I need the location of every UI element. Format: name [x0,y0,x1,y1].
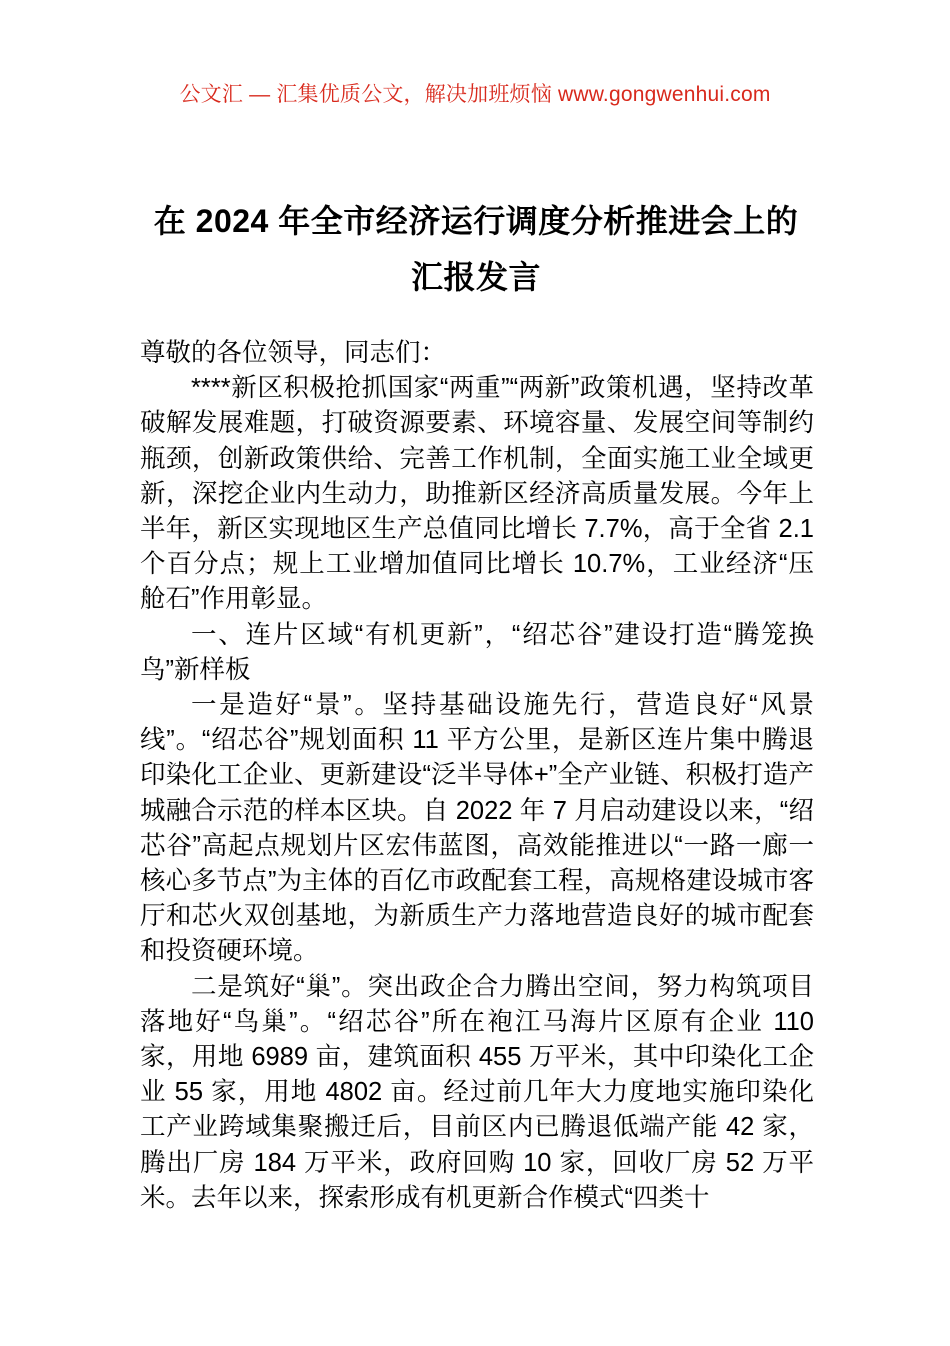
page-title: 在 2024 年全市经济运行调度分析推进会上的汇报发言 [153,203,799,296]
site-watermark: 公文汇 — 汇集优质公文，解决加班烦恼 www.gongwenhui.com [179,83,771,106]
section-heading-one: 一、连片区域“有机更新”，“绍芯谷”建设打造“腾笼换鸟”新样板 [140,620,814,684]
paragraph-point-two: 二是筑好“巢”。突出政企合力腾出空间，努力构筑项目落地好“鸟巢”。“绍芯谷”所在袍江马海片区原有企业 110 家，用地 6989 亩，建筑面积 455 万平米，其中印染化工企业 55 家，用地 4802 亩。经过前几年大力度地实施印染化工产业跨域集聚搬迁后，目前区内已腾退低端产能 42 家，腾出厂房 184 万平米，政府回购 10 家，回收厂房 52 万平米。去年以来，探索形成有机更新合作模式“四类十 [140,972,814,1212]
salutation-line: 尊敬的各位领导，同志们： [140,339,447,367]
document-body [140,336,814,1346]
paragraph-opening: ****新区积极抢抓国家“两重”“两新”政策机遇，坚持改革破解发展难题，打破资源要素、环境容量、发展空间等制约瓶颈，创新政策供给、完善工作机制，全面实施工业全域更新，深挖企业内生动力，助推新区经济高质量发展。今年上半年，新区实现地区生产总值同比增长 7.7%，高于全省 2.1 个百分点；规上工业增加值同比增长 10.7%，工业经济“压舱石”作用彰显。 [140,374,814,614]
paragraph-point-one: 一是造好“景”。坚持基础设施先行，营造良好“风景线”。“绍芯谷”规划面积 11 平方公里，是新区连片集中腾退印染化工企业、更新建设“泛半导体+”全产业链、积极打造产城融合示范的样本区块。自 2022 年 7 月启动建设以来，“绍芯谷”高起点规划片区宏伟蓝图，高效能推进以“一路一廊一核心多节点”为主体的百亿市政配套工程，高规格建设城市客厅和芯火双创基地，为新质生产力落地营造良好的城市配套和投资硬环境。 [140,691,814,966]
